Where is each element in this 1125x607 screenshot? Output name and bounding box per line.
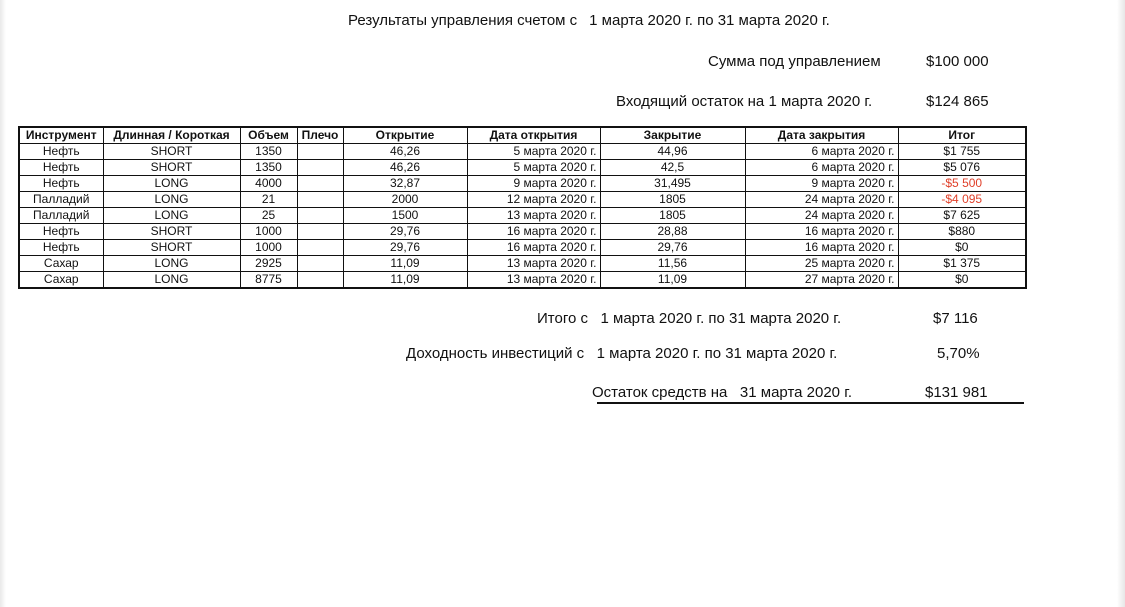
table-cell: Палладий <box>19 208 103 224</box>
yield-label: Доходность инвестиций с <box>406 345 585 362</box>
table-cell <box>297 224 343 240</box>
table-cell: $0 <box>898 272 1026 289</box>
report-title <box>348 12 830 29</box>
trades-table <box>18 126 1027 289</box>
table-cell: Нефть <box>19 224 103 240</box>
table-cell <box>297 176 343 192</box>
table-cell: 11,09 <box>600 272 745 289</box>
table-row <box>19 144 1026 160</box>
table-cell: 42,5 <box>600 160 745 176</box>
column-header: Инструмент <box>19 127 103 144</box>
table-cell: 16 марта 2020 г. <box>467 224 600 240</box>
report-title-period: 1 марта 2020 г. по 31 марта 2020 г. <box>589 12 830 29</box>
table-cell: Нефть <box>19 144 103 160</box>
column-header: Объем <box>240 127 297 144</box>
table-cell: $5 076 <box>898 160 1026 176</box>
table-cell: 1805 <box>600 192 745 208</box>
table-cell: 24 марта 2020 г. <box>745 208 898 224</box>
table-cell <box>297 240 343 256</box>
table-cell: 32,87 <box>343 176 467 192</box>
page-right-shadow <box>1117 0 1125 607</box>
table-row <box>19 240 1026 256</box>
column-header: Итог <box>898 127 1026 144</box>
table-cell: LONG <box>103 208 240 224</box>
total-value: $7 116 <box>933 310 978 327</box>
total-label: Итого с <box>537 310 588 327</box>
table-cell: 11,09 <box>343 256 467 272</box>
table-cell: 2925 <box>240 256 297 272</box>
table-cell: 6 марта 2020 г. <box>745 144 898 160</box>
table-cell: $7 625 <box>898 208 1026 224</box>
table-cell: LONG <box>103 192 240 208</box>
column-header: Длинная / Короткая <box>103 127 240 144</box>
table-cell <box>297 208 343 224</box>
page-left-shadow <box>0 0 6 607</box>
yield-line <box>406 345 837 362</box>
table-cell: 46,26 <box>343 160 467 176</box>
table-cell: 1000 <box>240 240 297 256</box>
balance-underline <box>597 402 1024 404</box>
table-cell: 29,76 <box>343 240 467 256</box>
table-cell: Нефть <box>19 160 103 176</box>
table-cell: Сахар <box>19 256 103 272</box>
table-cell: 8775 <box>240 272 297 289</box>
table-cell: 1000 <box>240 224 297 240</box>
total-line <box>537 310 841 327</box>
table-row <box>19 256 1026 272</box>
column-header: Дата открытия <box>467 127 600 144</box>
table-cell: 2000 <box>343 192 467 208</box>
table-row <box>19 272 1026 289</box>
table-cell: LONG <box>103 176 240 192</box>
yield-value: 5,70% <box>937 345 980 362</box>
table-cell: 16 марта 2020 г. <box>745 240 898 256</box>
table-header-row <box>19 127 1026 144</box>
table-cell: -$4 095 <box>898 192 1026 208</box>
table-cell: LONG <box>103 256 240 272</box>
table-cell: 46,26 <box>343 144 467 160</box>
table-cell: 28,88 <box>600 224 745 240</box>
table-cell: 12 марта 2020 г. <box>467 192 600 208</box>
aum-label: Сумма под управлением <box>708 53 881 70</box>
opening-balance-label: Входящий остаток на 1 марта 2020 г. <box>616 93 873 110</box>
table-cell: 9 марта 2020 г. <box>467 176 600 192</box>
table-cell: -$5 500 <box>898 176 1026 192</box>
table-cell: 4000 <box>240 176 297 192</box>
table-row <box>19 176 1026 192</box>
balance-value: $131 981 <box>925 384 988 401</box>
table-cell <box>297 192 343 208</box>
table-cell: 1350 <box>240 160 297 176</box>
table-cell: 11,09 <box>343 272 467 289</box>
table-cell: Сахар <box>19 272 103 289</box>
table-cell: 44,96 <box>600 144 745 160</box>
table-cell: 5 марта 2020 г. <box>467 144 600 160</box>
table-row <box>19 192 1026 208</box>
table-cell: 25 <box>240 208 297 224</box>
table-cell: 13 марта 2020 г. <box>467 208 600 224</box>
table-cell: 11,56 <box>600 256 745 272</box>
balance-label: Остаток средств на <box>592 384 728 401</box>
table-cell: 13 марта 2020 г. <box>467 272 600 289</box>
table-cell: SHORT <box>103 240 240 256</box>
table-cell: 16 марта 2020 г. <box>745 224 898 240</box>
table-cell <box>297 256 343 272</box>
table-cell: Палладий <box>19 192 103 208</box>
total-period: 1 марта 2020 г. по 31 марта 2020 г. <box>600 310 842 327</box>
table-cell: 21 <box>240 192 297 208</box>
table-row <box>19 224 1026 240</box>
table-cell: Нефть <box>19 176 103 192</box>
table-cell: 1350 <box>240 144 297 160</box>
report-title-prefix: Результаты управления счетом с <box>348 12 578 29</box>
table-cell: 9 марта 2020 г. <box>745 176 898 192</box>
table-cell: 25 марта 2020 г. <box>745 256 898 272</box>
opening-balance-value: $124 865 <box>926 93 989 110</box>
table-cell: 5 марта 2020 г. <box>467 160 600 176</box>
table-cell: 16 марта 2020 г. <box>467 240 600 256</box>
table-cell: $0 <box>898 240 1026 256</box>
column-header: Плечо <box>297 127 343 144</box>
table-cell: 1805 <box>600 208 745 224</box>
table-cell: LONG <box>103 272 240 289</box>
table-cell: SHORT <box>103 160 240 176</box>
table-cell: $1 375 <box>898 256 1026 272</box>
column-header: Дата закрытия <box>745 127 898 144</box>
table-cell: Нефть <box>19 240 103 256</box>
table-cell <box>297 272 343 289</box>
table-cell <box>297 144 343 160</box>
table-cell: SHORT <box>103 224 240 240</box>
table-row <box>19 208 1026 224</box>
balance-line <box>592 384 852 401</box>
aum-value: $100 000 <box>926 53 989 70</box>
table-cell: 27 марта 2020 г. <box>745 272 898 289</box>
table-cell: 24 марта 2020 г. <box>745 192 898 208</box>
table-cell: $1 755 <box>898 144 1026 160</box>
column-header: Закрытие <box>600 127 745 144</box>
table-cell <box>297 160 343 176</box>
yield-period: 1 марта 2020 г. по 31 марта 2020 г. <box>596 345 838 362</box>
table-row <box>19 160 1026 176</box>
column-header: Открытие <box>343 127 467 144</box>
table-cell: 13 марта 2020 г. <box>467 256 600 272</box>
table-cell: SHORT <box>103 144 240 160</box>
table-cell: 1500 <box>343 208 467 224</box>
table-cell: 31,495 <box>600 176 745 192</box>
table-cell: $880 <box>898 224 1026 240</box>
table-cell: 6 марта 2020 г. <box>745 160 898 176</box>
table-cell: 29,76 <box>600 240 745 256</box>
table-cell: 29,76 <box>343 224 467 240</box>
balance-date: 31 марта 2020 г. <box>739 384 852 401</box>
